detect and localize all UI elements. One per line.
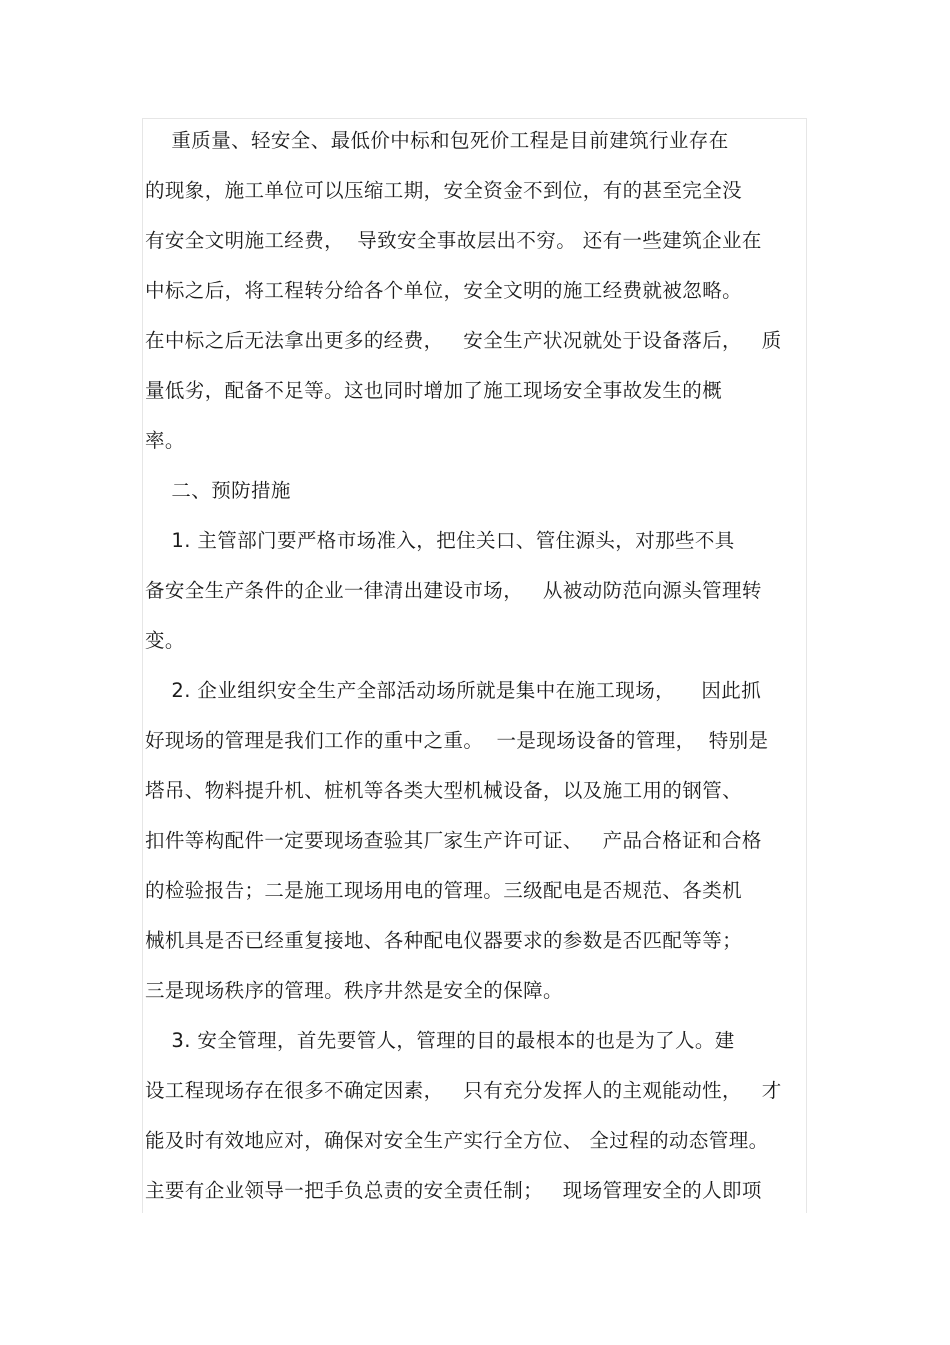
text-line-13: 好现场的管理是我们工作的重中之重。 一是现场设备的管理， 特别是 — [145, 729, 769, 752]
text-line-9: 1. 主管部门要严格市场准入，把住关口、管住源头，对那些不具 — [145, 529, 735, 552]
text-line-22: 主要有企业领导一把手负总责的安全责任制； 现场管理安全的人即项 — [145, 1179, 762, 1202]
text-line-2: 的现象，施工单位可以压缩工期，安全资金不到位，有的甚至完全没 — [145, 179, 743, 202]
section-heading: 二、预防措施 — [145, 479, 291, 502]
text-line-11: 变。 — [145, 629, 185, 652]
text-line-14: 塔吊、物料提升机、桩机等各类大型机械设备，以及施工用的钢管、 — [145, 779, 743, 802]
text-line-12: 2. 企业组织安全生产全部活动场所就是集中在施工现场， 因此抓 — [145, 679, 762, 702]
text-line-4: 中标之后，将工程转分给各个单位，安全文明的施工经费就被忽略。 — [145, 279, 743, 302]
text-line-6: 量低劣，配备不足等。这也同时增加了施工现场安全事故发生的概 — [145, 379, 723, 402]
text-line-15: 扣件等构配件一定要现场查验其厂家生产许可证、 产品合格证和合格 — [145, 829, 762, 852]
text-line-3: 有安全文明施工经费， 导致安全事故层出不穷。 还有一些建筑企业在 — [145, 229, 762, 252]
text-line-18: 三是现场秩序的管理。秩序井然是安全的保障。 — [145, 979, 563, 1002]
text-line-21: 能及时有效地应对，确保对安全生产实行全方位、 全过程的动态管理。 — [145, 1129, 769, 1152]
text-line-19: 3. 安全管理，首先要管人，管理的目的最根本的也是为了人。建 — [145, 1029, 735, 1052]
text-line-7: 率。 — [145, 429, 185, 452]
text-line-10: 备安全生产条件的企业一律清出建设市场， 从被动防范向源头管理转 — [145, 579, 762, 602]
text-line-5: 在中标之后无法拿出更多的经费， 安全生产状况就处于设备落后， 质 — [145, 329, 782, 352]
text-line-1: 重质量、轻安全、最低价中标和包死价工程是目前建筑行业存在 — [145, 129, 729, 152]
text-line-20: 设工程现场存在很多不确定因素， 只有充分发挥人的主观能动性， 才 — [145, 1079, 782, 1102]
text-line-17: 械机具是否已经重复接地、各种配电仪器要求的参数是否匹配等等； — [145, 929, 743, 952]
text-line-16: 的检验报告；二是施工现场用电的管理。三级配电是否规范、各类机 — [145, 879, 743, 902]
